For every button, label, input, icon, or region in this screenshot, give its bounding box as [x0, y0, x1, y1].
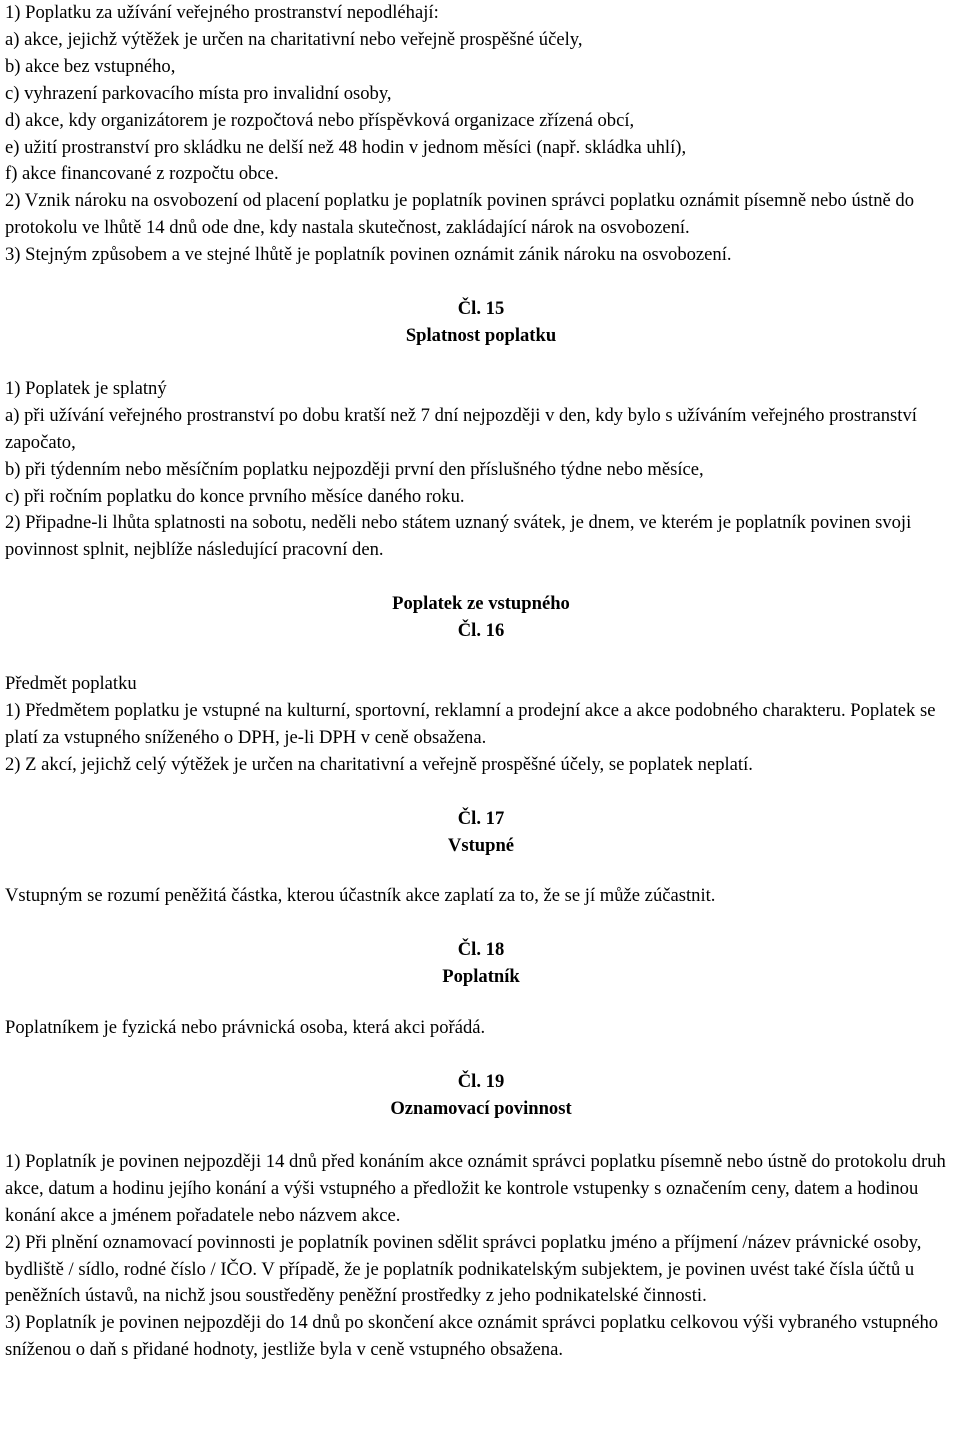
- exemptions-section: [5, 0, 957, 269]
- article-18: [5, 937, 957, 1042]
- article-15-item-b: b) při týdenním nebo měsíčním poplatku nejpozději první den příslušného týdne nebo měsíce,: [5, 458, 704, 480]
- article-15-title: Splatnost poplatku: [405, 324, 557, 346]
- article-18-title: Poplatník: [442, 966, 520, 988]
- article-19-number: Čl. 19: [457, 1071, 505, 1093]
- article-17: [5, 806, 957, 911]
- article-19-paragraph-2: 2) Při plnění oznamovací povinnosti je poplatník povinen sdělit správci poplatku jméno a příjmení /název právnické osoby, bydliště / sídlo, rodné číslo / IČO. V případě, že je poplatník podnikatelským subjektem, je povinen uvést také čísla účtů u peněžních ústavů, na nichž jsou soustředěny peněžní prostředky z jeho podnikatelské činnosti.: [5, 1231, 922, 1307]
- article-17-number: Čl. 17: [457, 807, 505, 829]
- article-16-paragraph-2: 2) Z akcí, jejichž celý výtěžek je určen na charitativní a veřejně prospěšné účely, se poplatek neplatí.: [5, 753, 753, 775]
- article-17-title: Vstupné: [447, 834, 515, 856]
- spacer: [5, 269, 957, 296]
- article-15-paragraph-2: 2) Připadne-li lhůta splatnosti na sobotu, neděli nebo státem uznaný svátek, je dnem, ve kterém je poplatník povinen svoji povinnost splnit, nejblíže následující pracovní den.: [5, 512, 912, 561]
- article-16-paragraph-1: 1) Předmětem poplatku je vstupné na kulturní, sportovní, reklamní a prodejní akce a akce podobného charakteru. Poplatek se platí za vstupného sníženého o DPH, je-li DPH v ceně obsažena.: [5, 699, 936, 748]
- article-19-title: Oznamovací povinnost: [390, 1098, 572, 1119]
- article-16-number: Čl. 16: [457, 620, 505, 642]
- paragraph-exemption-end: 3) Stejným způsobem a ve stejné lhůtě je poplatník povinen oznámit zánik nároku na osvobození.: [5, 244, 732, 266]
- spacer: [5, 1042, 957, 1069]
- list-item-d: d) akce, kdy organizátorem je rozpočtová nebo příspěvková organizace zřízená obcí,: [5, 109, 635, 131]
- spacer: [5, 779, 957, 806]
- spacer: [5, 991, 957, 1015]
- article-19-paragraph-3: 3) Poplatník je povinen nejpozději do 14 dnů po skončení akce oznámit správci poplatku celkovou výši vybraného vstupného sníženou o daň s přidané hodnoty, jestliže byla v ceně vstupného obsažena.: [5, 1312, 939, 1361]
- article-16: [5, 591, 957, 778]
- list-item-f: f) akce financované z rozpočtu obce.: [5, 163, 279, 185]
- spacer: [5, 564, 957, 591]
- spacer: [5, 910, 957, 937]
- article-15-item-c: c) při ročním poplatku do konce prvního měsíce daného roku.: [5, 485, 465, 507]
- article-15-paragraph-1: 1) Poplatek je splatný: [5, 377, 167, 399]
- list-item-a: a) akce, jejichž výtěžek je určen na charitativní nebo veřejně prospěšné účely,: [5, 28, 583, 50]
- article-19-paragraph-1: 1) Poplatník je povinen nejpozději 14 dnů před konáním akce oznámit správci poplatku písemně nebo ústně do protokolu druh akce, datum a hodinu jejího konání a výši vstupného a předložit ke kontrole vstupenky s označením ceny, datem a hodinou konání akce a jménem pořadatele nebo názvem akce.: [5, 1150, 946, 1226]
- article-15-number: Čl. 15: [457, 298, 505, 320]
- article-15: [5, 296, 957, 564]
- section-heading-admission-fee: Poplatek ze vstupného: [392, 593, 570, 615]
- list-item-b: b) akce bez vstupného,: [5, 55, 176, 77]
- spacer: [5, 350, 957, 376]
- article-18-number: Čl. 18: [457, 939, 505, 961]
- article-17-paragraph: Vstupným se rozumí peněžitá částka, kterou účastník akce zaplatí za to, že se jí může zúčastnit.: [5, 885, 716, 907]
- paragraph-exemptions-intro: 1) Poplatku za užívání veřejného prostranství nepodléhají:: [5, 2, 439, 23]
- article-15-item-a: a) při užívání veřejného prostranství po dobu kratší než 7 dní nejpozději v den, kdy bylo s užíváním veřejného prostranství započato,: [5, 404, 917, 453]
- document-page: [5, 0, 957, 1364]
- paragraph-exemption-claim: 2) Vznik nároku na osvobození od placení poplatku je poplatník povinen správci poplatku oznámit písemně nebo ústně do protokolu ve lhůtě 14 dnů ode dne, kdy nastala skutečnost, zakládající nárok na osvobození.: [5, 190, 914, 239]
- list-item-c: c) vyhrazení parkovacího místa pro invalidní osoby,: [5, 82, 392, 104]
- spacer: [5, 859, 957, 883]
- article-18-paragraph: Poplatníkem je fyzická nebo právnická osoba, která akci pořádá.: [5, 1017, 486, 1039]
- list-item-e: e) užití prostranství pro skládku ne delší než 48 hodin v jednom měsíci (např. skládka uhlí),: [5, 136, 687, 158]
- spacer: [5, 1123, 957, 1149]
- spacer: [5, 645, 957, 671]
- article-16-subject: Předmět poplatku: [5, 673, 137, 695]
- article-19: [5, 1069, 957, 1364]
